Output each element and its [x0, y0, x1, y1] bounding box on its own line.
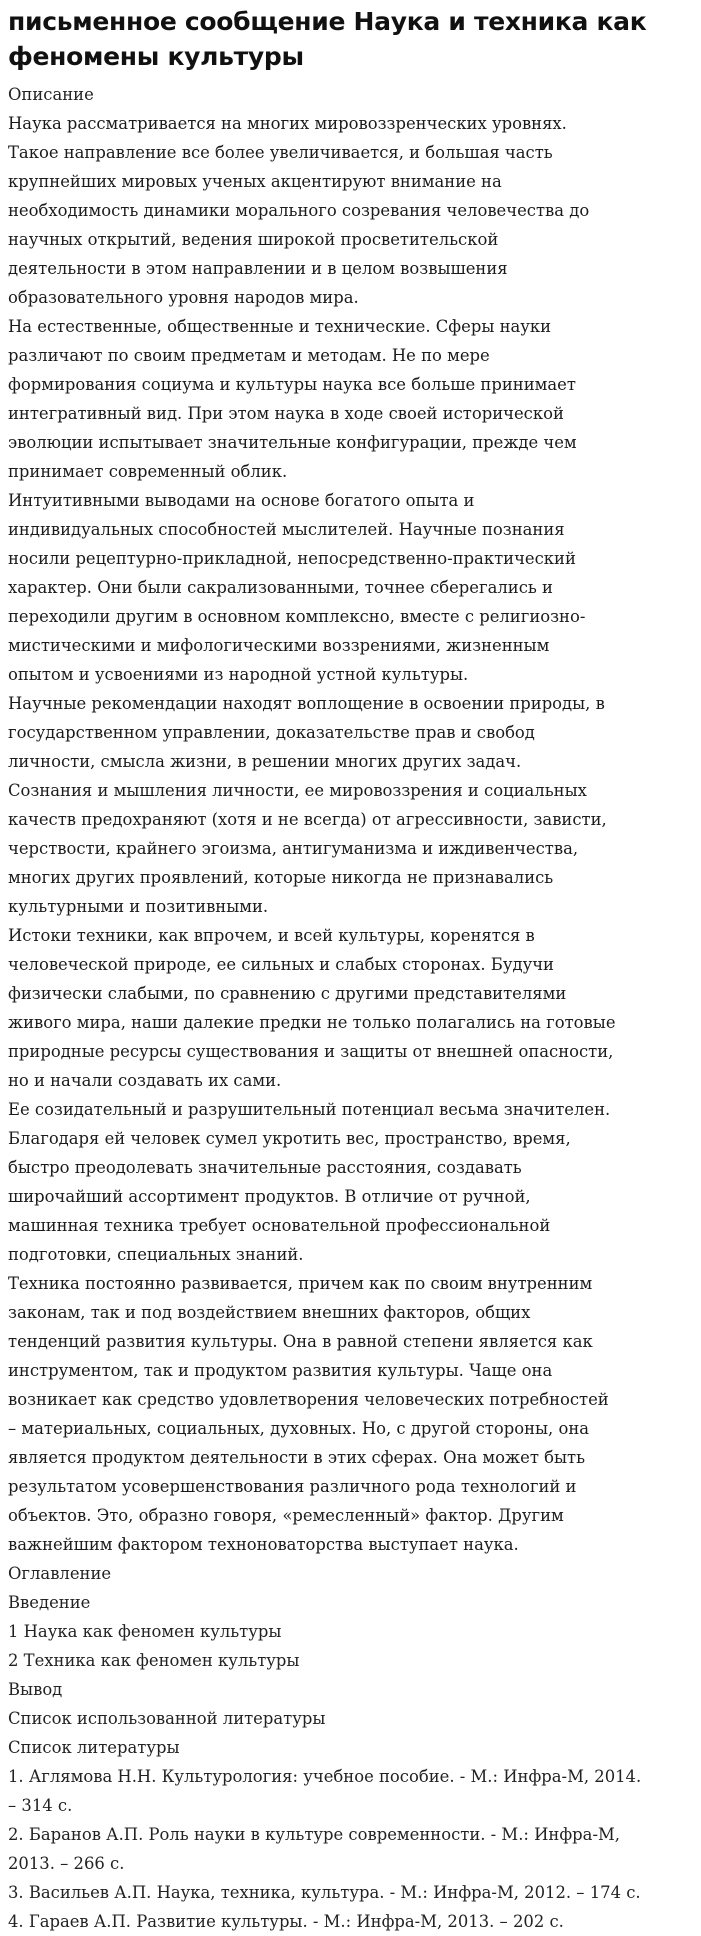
- body-text-line: Техника постоянно развивается, причем как по своим внутренним: [8, 1274, 593, 1293]
- body-text-line: интегративный вид. При этом наука в ходе своей исторической: [8, 404, 564, 423]
- body-text-line: объектов. Это, образно говоря, «ремесленный» фактор. Другим: [8, 1506, 564, 1525]
- body-text-line: Благодаря ей человек сумел укротить вес, пространство, время,: [8, 1129, 571, 1148]
- reference-line: 2013. – 266 с.: [8, 1854, 125, 1873]
- body-text-line: принимает современный облик.: [8, 462, 288, 481]
- description-body: [8, 109, 693, 1559]
- body-text-line: деятельности в этом направлении и в целом возвышения: [8, 259, 508, 278]
- body-text-line: личности, смысла жизни, в решении многих других задач.: [8, 752, 522, 771]
- body-text-line: машинная техника требует основательной профессиональной: [8, 1216, 551, 1235]
- body-text-line: многих других проявлений, которые никогда не признавались: [8, 868, 554, 887]
- toc-item: Вывод: [8, 1680, 63, 1699]
- body-text-line: переходили другим в основном комплексно, вместе с религиозно-: [8, 607, 586, 626]
- references-label: Список литературы: [8, 1738, 180, 1757]
- body-text-line: Ее созидательный и разрушительный потенциал весьма значителен.: [8, 1100, 611, 1119]
- body-text-line: тенденций развития культуры. Она в равной степени является как: [8, 1332, 593, 1351]
- body-text-line: результатом усовершенствования различного рода технологий и: [8, 1477, 577, 1496]
- toc-item: 2 Техника как феномен культуры: [8, 1651, 300, 1670]
- body-text-line: возникает как средство удовлетворения человеческих потребностей: [8, 1390, 609, 1409]
- toc-item: Список использованной литературы: [8, 1709, 326, 1728]
- reference-line: – 314 с.: [8, 1796, 73, 1815]
- body-text-line: индивидуальных способностей мыслителей. Научные познания: [8, 520, 565, 539]
- body-text-line: Истоки техники, как впрочем, и всей культуры, коренятся в: [8, 926, 535, 945]
- body-text-line: эволюции испытывает значительные конфигурации, прежде чем: [8, 433, 577, 452]
- body-text-line: формирования социума и культуры наука все больше принимает: [8, 375, 576, 394]
- toc-item: 1 Наука как феномен культуры: [8, 1622, 282, 1641]
- body-text-line: – материальных, социальных, духовных. Но, с другой стороны, она: [8, 1419, 590, 1438]
- table-of-contents: [8, 1588, 693, 1733]
- body-text-line: характер. Они были сакрализованными, точнее сберегались и: [8, 578, 553, 597]
- reference-line: 4. Гараев А.П. Развитие культуры. - М.: Инфра-М, 2013. – 202 с.: [8, 1912, 564, 1931]
- reference-line: 1. Аглямова Н.Н. Культурология: учебное пособие. - М.: Инфра-М, 2014.: [8, 1767, 642, 1786]
- body-text-line: Научные рекомендации находят воплощение в освоении природы, в: [8, 694, 605, 713]
- body-text-line: живого мира, наши далекие предки не только полагались на готовые: [8, 1013, 616, 1032]
- body-text-line: физически слабыми, по сравнению с другими представителями: [8, 984, 567, 1003]
- body-text-line: мистическими и мифологическими воззрениями, жизненным: [8, 636, 550, 655]
- body-text-line: является продуктом деятельности в этих сферах. Она может быть: [8, 1448, 586, 1467]
- references-list: [8, 1762, 693, 1936]
- body-text-line: Сознания и мышления личности, ее мировоззрения и социальных: [8, 781, 587, 800]
- body-text-line: инструментом, так и продуктом развития культуры. Чаще она: [8, 1361, 553, 1380]
- body-text-line: качеств предохраняют (хотя и не всегда) от агрессивности, зависти,: [8, 810, 607, 829]
- reference-line: 2. Баранов А.П. Роль науки в культуре современности. - М.: Инфра-М,: [8, 1825, 620, 1844]
- body-text-line: черствости, крайнего эгоизма, антигуманизма и иждивенчества,: [8, 839, 579, 858]
- body-text-line: важнейшим фактором техноноваторства выступает наука.: [8, 1535, 519, 1554]
- body-text-line: но и начали создавать их сами.: [8, 1071, 282, 1090]
- body-text-line: Наука рассматривается на многих мировоззренческих уровнях.: [8, 114, 567, 133]
- body-text-line: необходимость динамики морального созревания человечества до: [8, 201, 590, 220]
- body-text-line: научных открытий, ведения широкой просветительской: [8, 230, 499, 249]
- document-title-line: феномены культуры: [8, 42, 304, 71]
- body-text-line: быстро преодолевать значительные расстояния, создавать: [8, 1158, 522, 1177]
- body-text-line: различают по своим предметам и методам. Не по мере: [8, 346, 490, 365]
- toc-label: Оглавление: [8, 1564, 112, 1583]
- body-text-line: образовательного уровня народов мира.: [8, 288, 359, 307]
- body-text-line: На естественные, общественные и технические. Сферы науки: [8, 317, 552, 336]
- document-title: [8, 4, 693, 74]
- body-text-line: человеческой природе, ее сильных и слабых сторонах. Будучи: [8, 955, 554, 974]
- body-text-line: культурными и позитивными.: [8, 897, 269, 916]
- description-label: Описание: [8, 85, 94, 104]
- body-text-line: подготовки, специальных знаний.: [8, 1245, 304, 1264]
- toc-item: Введение: [8, 1593, 91, 1612]
- body-text-line: опытом и усвоениями из народной устной культуры.: [8, 665, 469, 684]
- body-text-line: государственном управлении, доказательстве прав и свобод: [8, 723, 535, 742]
- reference-line: 3. Васильев А.П. Наука, техника, культура. - М.: Инфра-М, 2012. – 174 с.: [8, 1883, 641, 1902]
- body-text-line: природные ресурсы существования и защиты от внешней опасности,: [8, 1042, 614, 1061]
- body-text-line: крупнейших мировых ученых акцентируют внимание на: [8, 172, 502, 191]
- body-text-line: законам, так и под воздействием внешних факторов, общих: [8, 1303, 531, 1322]
- body-text-line: Интуитивными выводами на основе богатого опыта и: [8, 491, 475, 510]
- document-title-line: письменное сообщение Наука и техника как: [8, 7, 647, 36]
- body-text-line: носили рецептурно-прикладной, непосредственно-практический: [8, 549, 576, 568]
- body-text-line: Такое направление все более увеличивается, и большая часть: [8, 143, 553, 162]
- body-text-line: широчайший ассортимент продуктов. В отличие от ручной,: [8, 1187, 531, 1206]
